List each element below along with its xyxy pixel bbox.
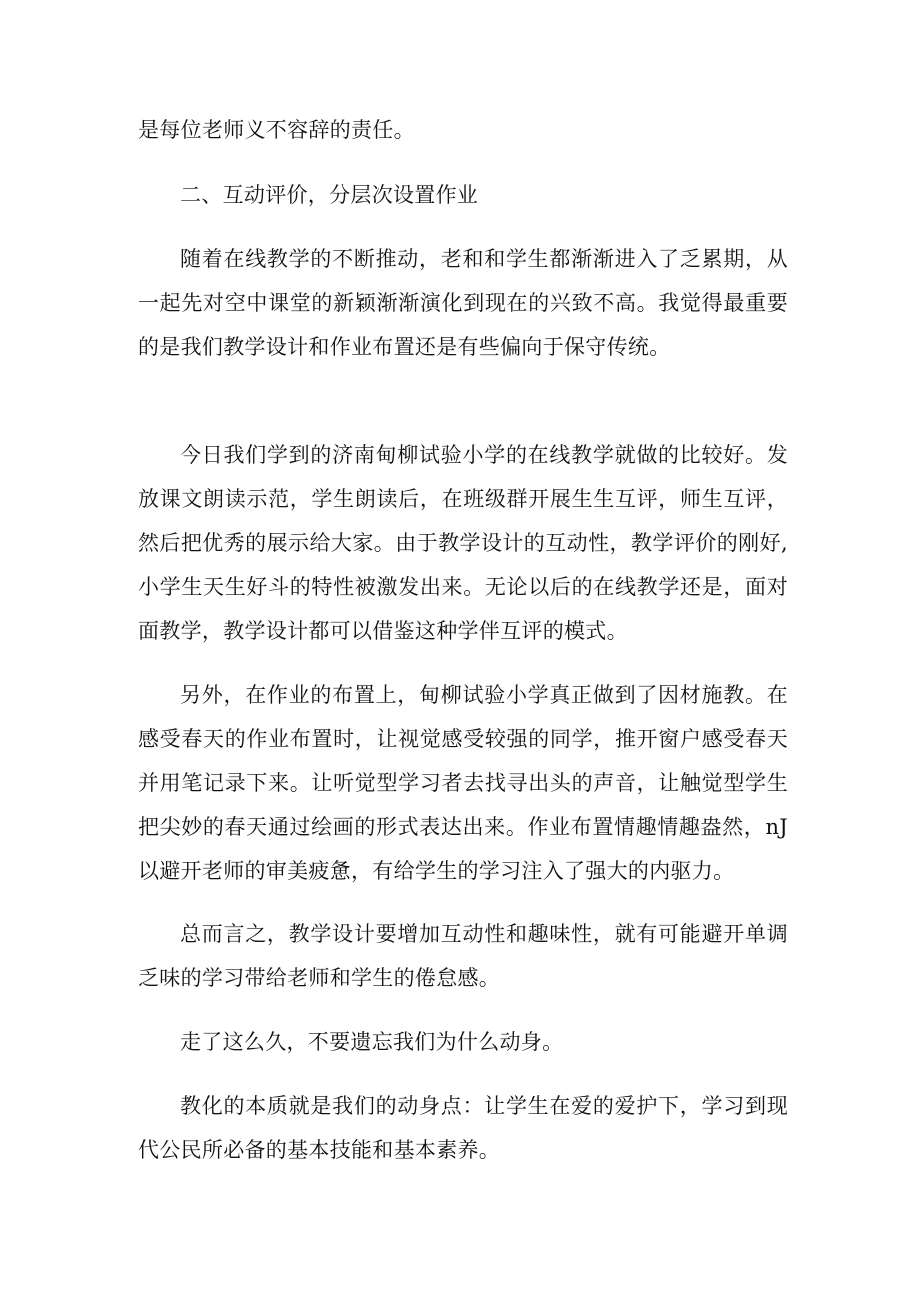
paragraph-conclusion: 总而言之，教学设计要增加互动性和趣味性，就有可能避开单调乏味的学习带给老师和学生的倦怠感。	[138, 922, 788, 990]
paragraph-homework: 另外，在作业的布置上，甸柳试验小学真正做到了因材施教。在感受春天的作业布置时，让视觉感受较强的同学，推开窗户感受春天并用笔记录下来。让听觉型学习者去找寻出头的声音，让触觉型学生把尖妙的春天通过绘画的形式表达出来。作业布置情趣情趣盎然，nJ以避开老师的审美疲惫，有给学生的学习注入了强大的内驱力。	[138, 683, 788, 883]
paragraph-fatigue: 随着在线教学的不断推动，老和和学生都渐渐进入了乏累期，从一起先对空中课堂的新颖渐渐演化到现在的兴致不高。我觉得最重要的是我们教学设计和作业布置还是有些偏向于保守传统。	[138, 247, 788, 359]
paragraph-reminder: 走了这么久，不要遗忘我们为什么动身。	[180, 1030, 564, 1054]
section-heading: 二、互动评价，分层次设置作业	[180, 183, 479, 207]
paragraph-essence: 教化的本质就是我们的动身点：让学生在爱的爱护下，学习到现代公民所必备的基本技能和基本素养。	[138, 1094, 788, 1162]
paragraph-peer-review: 今日我们学到的济南甸柳试验小学的在线教学就做的比较好。发放课文朗读示范，学生朗读后，在班级群开展生生互评，师生互评，然后把优秀的展示给大家。由于教学设计的互动性，教学评价的刚好,小学生天生好斗的特性被激发出来。无论以后的在线教学还是，面对面教学，教学设计都可以借鉴这种学伴互评的模式。	[138, 443, 788, 643]
paragraph-continuation: 是每位老师义不容辞的责任。	[138, 118, 415, 142]
